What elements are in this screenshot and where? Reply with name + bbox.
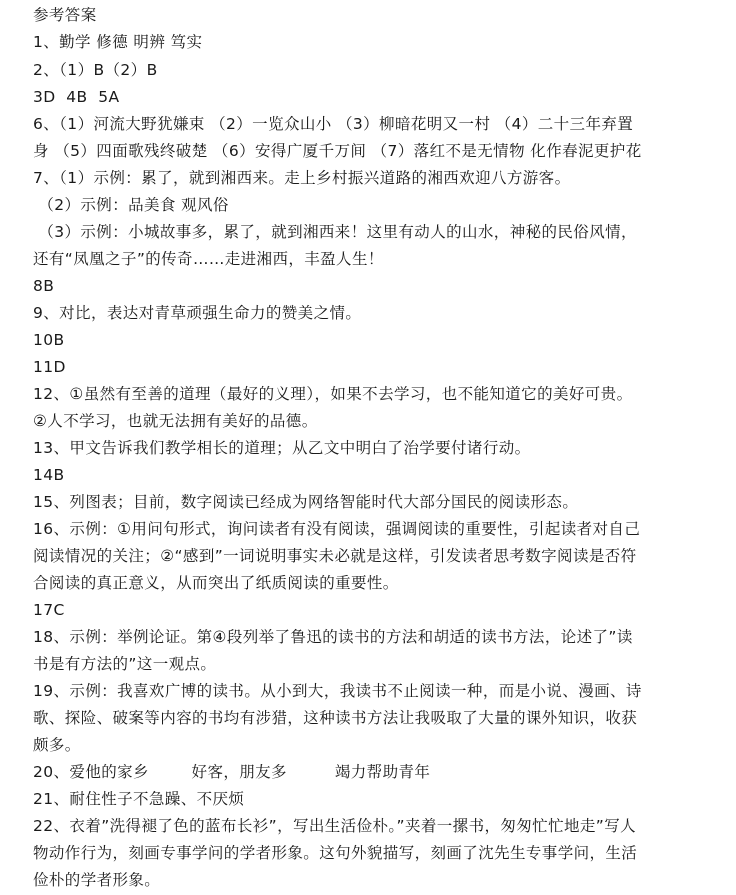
- answer-line: 合阅读的真正意义，从而突出了纸质阅读的重要性。: [33, 574, 399, 592]
- document-title: 参考答案: [33, 6, 97, 24]
- answer-line: 6、（1）河流大野犹嫌束 （2）一览众山小 （3）柳暗花明又一村 （4）二十三年弃置: [33, 115, 634, 133]
- answer-line: 身 （5）四面歌残终破楚 （6）安得广厦千万间 （7）落红不是无情物 化作春泥更护花: [33, 142, 642, 160]
- answer-line: 17C: [33, 601, 65, 619]
- answer-line: 10B: [33, 331, 65, 349]
- answer-line: 还有“凤凰之子”的传奇……走进湘西，丰盈人生！: [33, 250, 384, 268]
- answer-line: 13、甲文告诉我们教学相长的道理；从乙文中明白了治学要付诸行动。: [33, 439, 531, 457]
- answer-line: 22、衣着”洗得褪了色的蓝布长衫”，写出生活俭朴。”夹着一摞书，匆匆忙忙地走”写人: [33, 817, 636, 835]
- answer-line: （2）示例：品美食 观风俗: [33, 196, 229, 214]
- answer-line: 颇多。: [33, 736, 81, 754]
- answer-line: 8B: [33, 277, 55, 295]
- answer-line: 21、耐住性子不急躁、不厌烦: [33, 790, 245, 808]
- answer-line: 阅读情况的关注；②“感到”一词说明事实未必就是这样，引发读者思考数字阅读是否符: [33, 547, 637, 565]
- answer-line: （3）示例：小城故事多，累了，就到湘西来！这里有动人的山水，神秘的民俗风情，: [33, 223, 637, 241]
- answer-line: 12、①虽然有至善的道理（最好的义理），如果不去学习，也不能知道它的美好可贵。: [33, 385, 633, 403]
- answer-line: 20、爱他的家乡 好客，朋友多 竭力帮助青年: [33, 763, 431, 781]
- answer-line: 3D 4B 5A: [33, 88, 120, 106]
- answer-line: 16、示例：①用问句形式，询问读者有没有阅读，强调阅读的重要性，引起读者对自己: [33, 520, 641, 538]
- answer-line: ②人不学习，也就无法拥有美好的品德。: [33, 412, 318, 430]
- answer-line: 7、（1）示例：累了，就到湘西来。走上乡村振兴道路的湘西欢迎八方游客。: [33, 169, 571, 187]
- answer-line: 14B: [33, 466, 65, 484]
- answer-line: 18、示例：举例论证。第④段列举了鲁迅的读书的方法和胡适的读书方法，论述了”读: [33, 628, 633, 646]
- answer-line: 9、对比，表达对青草顽强生命力的赞美之情。: [33, 304, 362, 322]
- answer-line: 物动作行为，刻画专事学问的学者形象。这句外貌描写，刻画了沈先生专事学问，生活: [33, 844, 638, 862]
- answer-line: 11D: [33, 358, 66, 376]
- answer-line: 2、（1）B（2）B: [33, 61, 158, 79]
- answer-line: 19、示例：我喜欢广博的读书。从小到大，我读书不止阅读一种，而是小说、漫画、诗: [33, 682, 642, 700]
- answer-line: 1、勤学 修德 明辨 笃实: [33, 33, 203, 51]
- answer-line: 俭朴的学者形象。: [33, 871, 161, 889]
- answer-line: 歌、探险、破案等内容的书均有涉猎，这种读书方法让我吸取了大量的课外知识，收获: [33, 709, 638, 727]
- answer-line: 15、列图表；目前，数字阅读已经成为网络智能时代大部分国民的阅读形态。: [33, 493, 579, 511]
- answer-line: 书是有方法的”这一观点。: [33, 655, 217, 673]
